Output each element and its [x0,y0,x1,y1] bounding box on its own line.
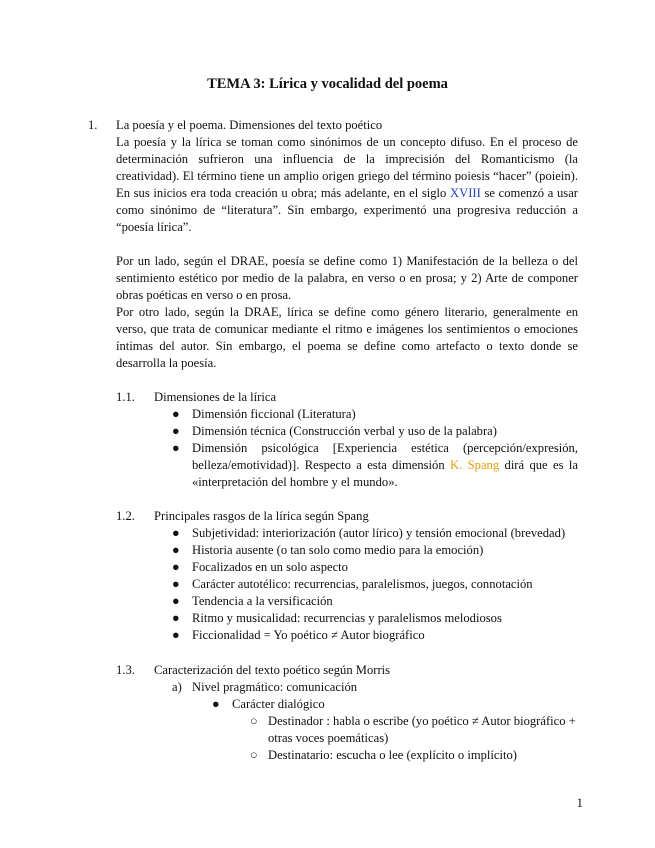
bullet-list [172,406,578,491]
paragraph: La poesía y la lírica se toman como sinónimos de un concepto difuso. En el proceso de determinación sufrieron una influencia de la imprecisión del Romanticismo (la creatividad). El término tiene un amplio origen griego del término poiesis “hacer” (poiein). En sus inicios era toda creación u obra; más adelante, en el siglo XVIII se comenzó a usar como sinónimo de “literatura”. Sin embargo, experimentó una progresiva reducción a “poesía lírica”. [116,135,578,234]
subsection-heading: Dimensiones de la lírica [154,390,277,404]
list-item: ● Carácter autotélico: recurrencias, paralelismos, juegos, connotación [172,577,533,591]
section-heading: La poesía y el poema. Dimensiones del texto poético [116,118,383,132]
paragraph: Por un lado, según el DRAE, poesía se define como 1) Manifestación de la belleza o del sentimiento estético por medio de la palabra, en verso o en prosa; y 2) Arte de componer obras poéticas en verso o en prosa. [116,254,578,302]
author-link[interactable]: K. Spang [450,458,500,472]
page-title: TEMA 3: Lírica y vocalidad del poema [207,76,448,92]
list-item: ● Dimensión ficcional (Literatura) [172,407,356,421]
list-item: ● Dimensión técnica (Construcción verbal y uso de la palabra) [172,424,497,438]
subsection-heading: Caracterización del texto poético según Morris [154,663,391,677]
subsection-number: 1.2. [116,509,135,523]
paragraph: Por otro lado, según la DRAE, lírica se define como género literario, generalmente en verso, que trata de comunicar mediante el ritmo e imágenes los sentimientos o emociones íntimas del autor. Sin embargo, el poema se define como artefacto o texto donde se desarrolla la poesía. [116,305,578,370]
bullet-list [172,525,592,644]
circle-list [250,713,580,764]
section-body [116,117,578,372]
section-number: 1. [88,118,98,132]
list-item: ● Historia ausente (o tan solo como medio para la emoción) [172,543,484,557]
list-item: ● Tendencia a la versificación [172,594,333,608]
list-item: ● Carácter dialógico [212,697,325,711]
subsection-number: 1.3. [116,663,135,677]
subsection-heading: Principales rasgos de la lírica según Spang [154,509,369,523]
list-marker: a) [172,680,182,694]
list-item: ● Ficcionalidad = Yo poético ≠ Autor biográfico [172,628,425,642]
list-item: ○ Destinador : habla o escribe (yo poético ≠ Autor biográfico + otras voces poemáticas) [250,714,576,745]
list-item: ○ Destinatario: escucha o lee (explícito o implícito) [250,748,517,762]
list-item: Nivel pragmático: comunicación [192,680,358,694]
list-item: ● Dimensión psicológica [Experiencia estética (percepción/expresión, belleza/emotividad)]. Respecto a esta dimensión K. Spang dirá que es la «interpretación del hombre y el mundo». [172,441,578,489]
subsection-number: 1.1. [116,390,135,404]
list-item: ● Subjetividad: interiorización (autor lírico) y tensión emocional (brevedad) [172,526,566,540]
list-item: ● Ritmo y musicalidad: recurrencias y paralelismos melodiosos [172,611,502,625]
century-link[interactable]: XVIII [450,186,481,200]
list-item: ● Focalizados en un solo aspecto [172,560,348,574]
page-number: 1 [576,795,583,810]
